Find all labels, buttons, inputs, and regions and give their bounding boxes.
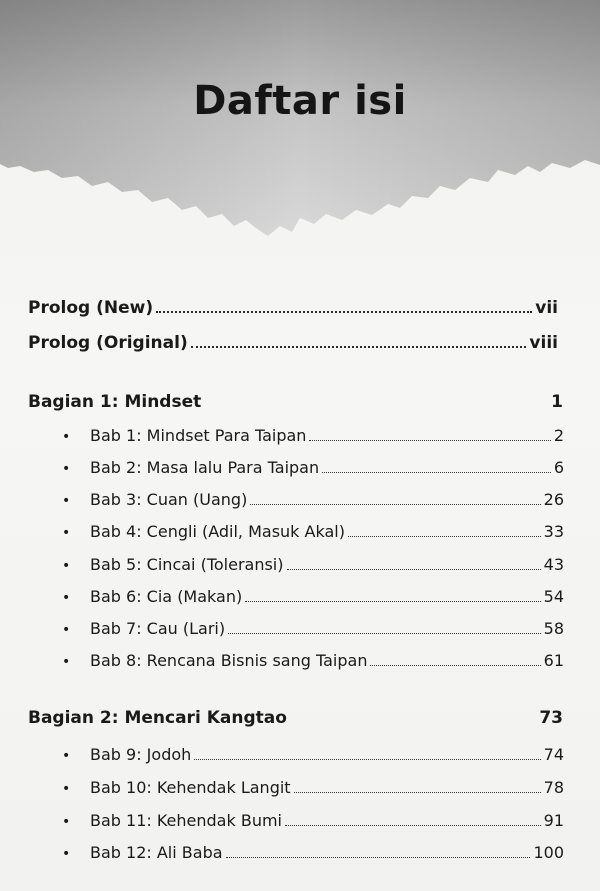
- entry-page-number: 26: [543, 490, 564, 509]
- dot-leader: [322, 472, 551, 473]
- toc-chapter-4[interactable]: [62, 522, 564, 541]
- entry-label: Bab 7: Cau (Lari): [90, 619, 226, 638]
- entry-page-number: 91: [543, 811, 564, 830]
- dot-leader: [294, 792, 541, 793]
- entry-page-number: 58: [543, 619, 564, 638]
- entry-label: Prolog (Original): [28, 333, 188, 353]
- dot-leader: [191, 346, 527, 348]
- entry-label: Bab 5: Cincai (Toleransi): [90, 555, 284, 574]
- entry-page-number: 2: [553, 426, 564, 445]
- bullet-icon: •: [62, 590, 71, 606]
- entry-page-number: 74: [543, 745, 564, 764]
- toc-chapter-6[interactable]: [62, 587, 564, 606]
- part-label: Bagian 1: Mindset: [28, 392, 202, 412]
- dot-leader: [287, 569, 541, 570]
- toc-chapter-7[interactable]: [62, 619, 564, 638]
- bullet-icon: •: [62, 493, 71, 509]
- part-page-number: 1: [551, 392, 563, 412]
- toc-chapter-5[interactable]: [62, 555, 564, 574]
- toc-chapter-1[interactable]: [62, 426, 564, 445]
- dot-leader: [370, 665, 540, 666]
- dot-leader: [309, 440, 550, 441]
- toc-chapter-12[interactable]: [62, 843, 564, 862]
- entry-page-number: 43: [543, 555, 564, 574]
- entry-label: Bab 11: Kehendak Bumi: [90, 811, 282, 830]
- entry-page-number: 61: [543, 651, 564, 670]
- bullet-icon: •: [62, 622, 71, 638]
- bullet-icon: •: [62, 525, 71, 541]
- page-title: Daftar isi: [193, 78, 407, 124]
- bullet-icon: •: [62, 781, 71, 797]
- entry-label: Bab 2: Masa lalu Para Taipan: [90, 458, 320, 477]
- bullet-icon: •: [62, 846, 71, 862]
- bullet-icon: •: [62, 814, 71, 830]
- entry-label: Prolog (New): [28, 298, 154, 318]
- toc-chapter-2[interactable]: [62, 458, 564, 477]
- dot-leader: [245, 601, 540, 602]
- toc-entry-prolog-original[interactable]: [28, 333, 558, 353]
- dot-leader: [285, 825, 541, 826]
- dot-leader: [250, 504, 540, 505]
- entry-label: Bab 6: Cia (Makan): [90, 587, 243, 606]
- entry-label: Bab 4: Cengli (Adil, Masuk Akal): [90, 522, 345, 541]
- bullet-icon: •: [62, 654, 71, 670]
- part-page-number: 73: [539, 708, 563, 728]
- toc-part-1[interactable]: [28, 392, 563, 412]
- dot-leader: [228, 633, 541, 634]
- toc-chapter-3[interactable]: [62, 490, 564, 509]
- entry-label: Bab 1: Mindset Para Taipan: [90, 426, 307, 445]
- bullet-icon: •: [62, 429, 71, 445]
- dot-leader: [226, 857, 531, 858]
- toc-chapter-11[interactable]: [62, 811, 564, 830]
- entry-label: Bab 9: Jodoh: [90, 745, 192, 764]
- bullet-icon: •: [62, 748, 71, 764]
- toc-entry-prolog-new[interactable]: [28, 298, 558, 318]
- entry-label: Bab 12: Ali Baba: [90, 843, 223, 862]
- entry-label: Bab 3: Cuan (Uang): [90, 490, 248, 509]
- toc-part-2[interactable]: [28, 708, 563, 728]
- entry-page-number: 6: [553, 458, 564, 477]
- dot-leader: [194, 759, 540, 760]
- dot-leader: [156, 311, 532, 313]
- toc-chapter-10[interactable]: [62, 778, 564, 797]
- entry-page-number: 100: [533, 843, 564, 862]
- entry-page-number: vii: [535, 298, 558, 318]
- dot-leader: [348, 536, 541, 537]
- bullet-icon: •: [62, 558, 71, 574]
- toc-chapter-8[interactable]: [62, 651, 564, 670]
- toc-chapter-9[interactable]: [62, 745, 564, 764]
- entry-page-number: 33: [543, 522, 564, 541]
- bullet-icon: •: [62, 461, 71, 477]
- part-label: Bagian 2: Mencari Kangtao: [28, 708, 287, 728]
- entry-page-number: viii: [529, 333, 558, 353]
- entry-label: Bab 10: Kehendak Langit: [90, 778, 291, 797]
- entry-label: Bab 8: Rencana Bisnis sang Taipan: [90, 651, 368, 670]
- entry-page-number: 78: [543, 778, 564, 797]
- entry-page-number: 54: [543, 587, 564, 606]
